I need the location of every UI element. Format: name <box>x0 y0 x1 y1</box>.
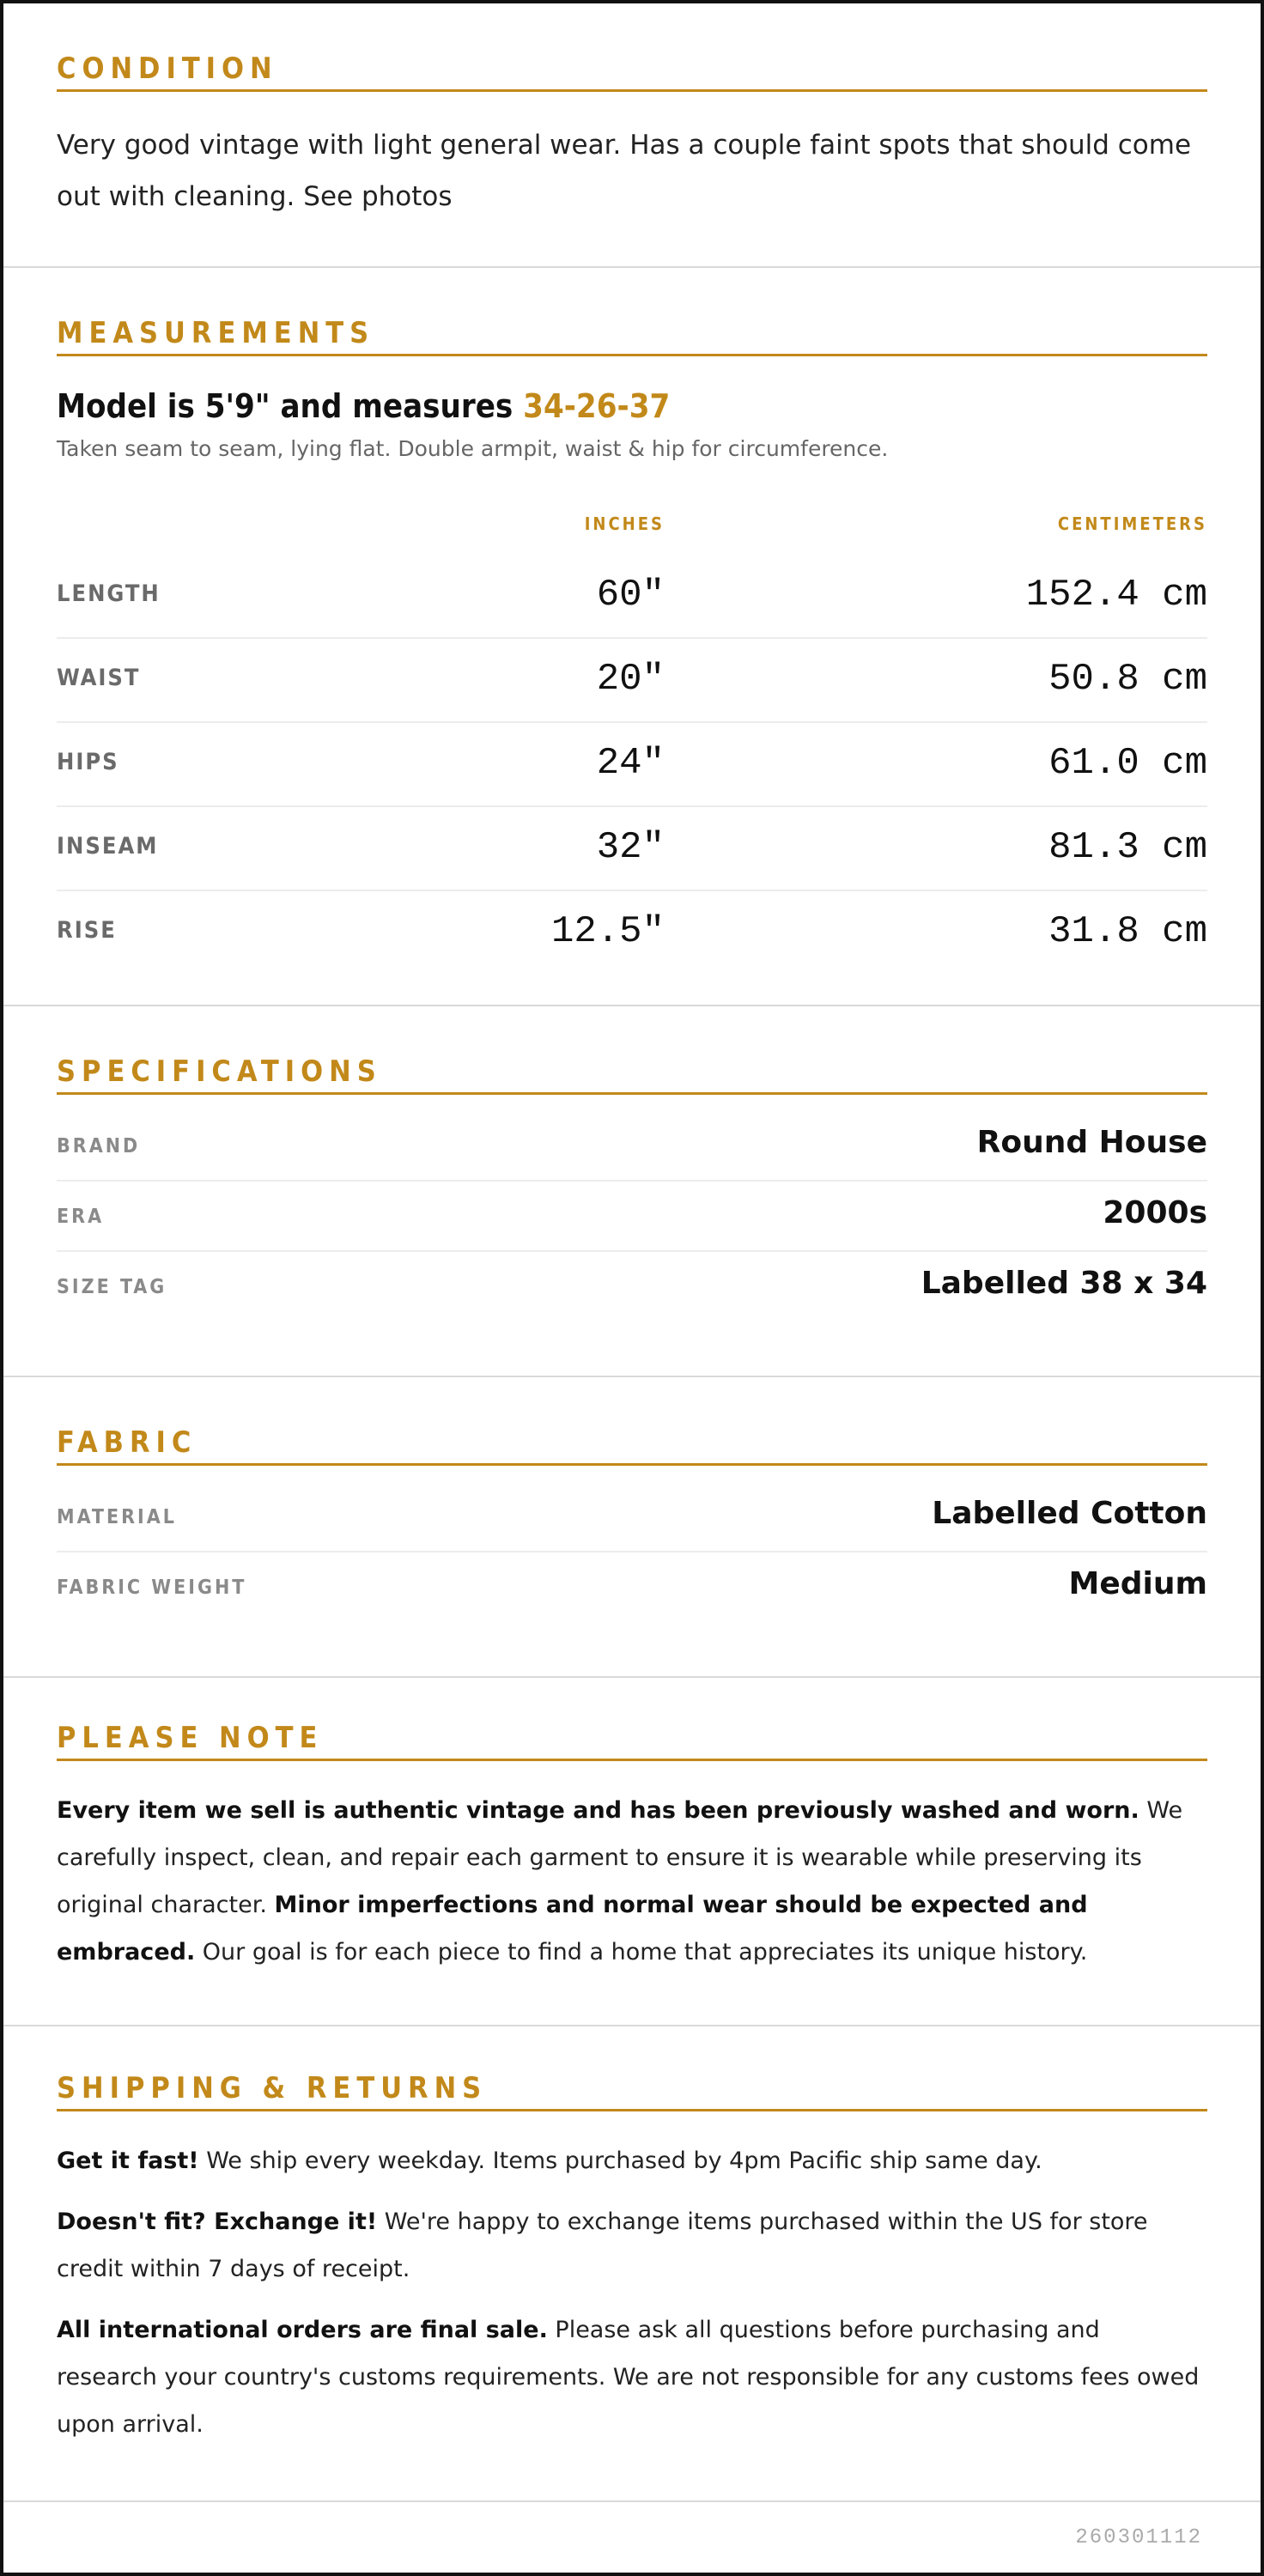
please-note-section <box>3 1678 1261 2026</box>
model-prefix: Model is 5'9" and measures <box>57 387 524 425</box>
measurement-row-hips <box>57 723 1207 807</box>
item-id: 260301112 <box>1075 2526 1202 2549</box>
measurement-cm: 31.8 cm <box>1048 910 1207 953</box>
measurement-label: WAIST <box>57 665 141 691</box>
shipping-bold-2: Doesn't fit? Exchange it! <box>57 2208 378 2235</box>
model-measurements <box>57 386 1207 427</box>
shipping-text-1: We ship every weekday. Items purchased by 4pm Pacific ship same day. <box>198 2148 1042 2174</box>
shipping-bold-3: All international orders are final sale. <box>57 2317 548 2343</box>
measurements-title: MEASUREMENTS <box>57 316 375 350</box>
spec-row-era <box>57 1182 1207 1252</box>
measurement-note: Taken seam to seam, lying flat. Double armpit, waist & hip for circumference. <box>57 436 889 461</box>
please-note-bold-2: Minor imperfections and normal wear should be expected and embraced. <box>57 1892 1088 1965</box>
measurement-inches: 12.5" <box>550 910 665 953</box>
please-note-bold-1: Every item we sell is authentic vintage and has been previously washed and worn. <box>57 1797 1139 1824</box>
spec-label: BRAND <box>57 1135 141 1157</box>
measurement-label: INSEAM <box>57 833 159 860</box>
measurement-label: LENGTH <box>57 580 161 607</box>
column-header-inches: INCHES <box>584 513 665 534</box>
condition-section <box>3 3 1261 268</box>
measurement-cm: 61.0 cm <box>1048 742 1207 785</box>
condition-text: Very good vintage with light general wear. Has a couple faint spots that should come out with cleaning. See photos <box>57 130 1192 212</box>
measurements-section <box>3 268 1261 1006</box>
please-note-text-2: Our goal is for each piece to find a home that appreciates its unique history. <box>195 1939 1088 1965</box>
please-note-rule <box>57 1759 1207 1761</box>
spec-value: Labelled 38 x 34 <box>921 1266 1207 1301</box>
measurement-inches: 24" <box>596 742 665 785</box>
please-note-title: PLEASE NOTE <box>57 1721 324 1755</box>
fabric-value: Labelled Cotton <box>932 1496 1207 1531</box>
measurements-rule <box>57 354 1207 356</box>
fabric-section <box>3 1377 1261 1678</box>
condition-title: CONDITION <box>57 52 278 86</box>
shipping-rule <box>57 2109 1207 2111</box>
shipping-title: SHIPPING & RETURNS <box>57 2071 488 2105</box>
model-measure-value: 34-26-37 <box>523 387 671 425</box>
measurement-inches: 20" <box>596 658 665 701</box>
fabric-row-material <box>57 1482 1207 1552</box>
measurement-row-length <box>57 555 1207 639</box>
measurement-inches: 60" <box>596 574 665 617</box>
measurement-cm: 81.3 cm <box>1048 826 1207 869</box>
measurement-label: HIPS <box>57 749 119 775</box>
spec-row-size-tag <box>57 1252 1207 1322</box>
fabric-label: MATERIAL <box>57 1506 177 1528</box>
shipping-paragraph-1 <box>57 2137 1207 2184</box>
column-header-centimeters: CENTIMETERS <box>1057 513 1207 534</box>
please-note-text <box>57 1787 1207 1976</box>
spec-value: Round House <box>976 1125 1207 1160</box>
spec-row-brand <box>57 1111 1207 1182</box>
specifications-section <box>3 1006 1261 1377</box>
shipping-text-3: Please ask all questions before purchasing and research your country's customs requirements. We are not responsible for any customs fees owed upon arrival. <box>57 2317 1200 2438</box>
measurement-inches: 32" <box>596 826 665 869</box>
specifications-title: SPECIFICATIONS <box>57 1054 382 1089</box>
please-note-text-1: We carefully inspect, clean, and repair each garment to ensure it is wearable while preserving its original character. <box>57 1797 1183 1918</box>
shipping-bold-1: Get it fast! <box>57 2148 199 2174</box>
measurement-row-rise <box>57 891 1207 975</box>
fabric-row-weight <box>57 1552 1207 1623</box>
measurement-row-inseam <box>57 807 1207 891</box>
spec-label: SIZE TAG <box>57 1276 167 1298</box>
fabric-rule <box>57 1463 1207 1466</box>
fabric-value: Medium <box>1068 1566 1207 1601</box>
fabric-title: FABRIC <box>57 1425 198 1460</box>
shipping-text-2: We're happy to exchange items purchased within the US for store credit within 7 days of receipt. <box>57 2208 1148 2282</box>
measurement-label: RISE <box>57 917 117 944</box>
measurement-row-waist <box>57 639 1207 723</box>
shipping-paragraph-2 <box>57 2198 1207 2293</box>
spec-value: 2000s <box>1103 1195 1207 1230</box>
shipping-section <box>3 2026 1261 2502</box>
condition-rule <box>57 89 1207 92</box>
fabric-label: FABRIC WEIGHT <box>57 1577 247 1599</box>
shipping-paragraph-3 <box>57 2306 1207 2448</box>
specifications-rule <box>57 1092 1207 1095</box>
measurement-cm: 50.8 cm <box>1048 658 1207 701</box>
measurement-cm: 152.4 cm <box>1025 574 1207 617</box>
spec-label: ERA <box>57 1206 105 1228</box>
